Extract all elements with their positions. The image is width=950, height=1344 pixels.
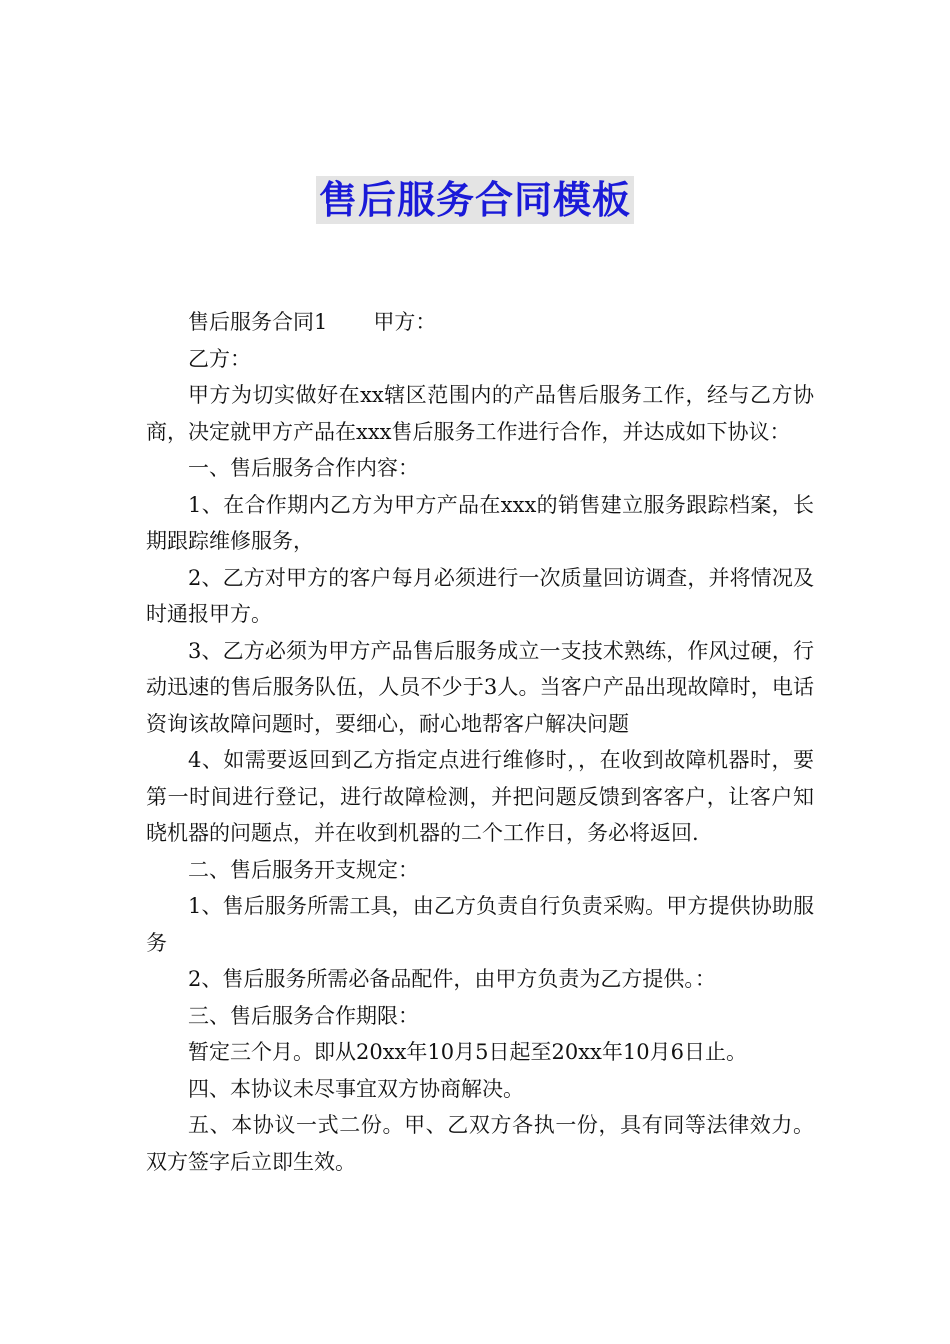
document-body	[146, 304, 814, 1180]
paragraph: 一、售后服务合作内容：	[188, 456, 419, 480]
paragraph: 暂定三个月。即从20xx年10月5日起至20xx年10月6日止。	[188, 1040, 747, 1064]
paragraph: 乙方：	[188, 346, 251, 371]
document-title: 售后服务合同模板	[316, 176, 634, 224]
contract-number: 售后服务合同1	[188, 310, 328, 334]
paragraph: 四、本协议未尽事宜双方协商解决。	[188, 1076, 524, 1101]
paragraph: 3、乙方必须为甲方产品售后服务成立一支技术熟练，作风过硬，行动迅速的售后服务队伍，人员不少于3人。当客户产品出现故障时，电话资询该故障问题时，要细心，耐心地帮客户解决问题	[146, 638, 814, 736]
paragraph: 甲方为切实做好在xx辖区范围内的产品售后服务工作，经与乙方协商，决定就甲方产品在xxx售后服务工作进行合作，并达成如下协议：	[146, 383, 814, 444]
paragraph: 五、本协议一式二份。甲、乙双方各执一份，具有同等法律效力。双方签字后立即生效。	[146, 1113, 814, 1174]
paragraph: 1、在合作期内乙方为甲方产品在xxx的销售建立服务跟踪档案，长期跟踪维修服务，	[146, 492, 814, 553]
paragraph: 4、如需要返回到乙方指定点进行维修时，，在收到故障机器时，要第一时间进行登记，进行故障检测，并把问题反馈到客客户，让客户知晓机器的问题点，并在收到机器的二个工作日，务必将返回.	[146, 748, 814, 845]
party-a-label: 甲方：	[373, 310, 437, 334]
paragraph: 2、乙方对甲方的客户每月必须进行一次质量回访调查，并将情况及时通报甲方。	[146, 565, 814, 626]
paragraph: 2、售后服务所需必备品配件，由甲方负责为乙方提供。：	[188, 967, 716, 991]
contract-header-line	[146, 304, 814, 341]
paragraph: 三、售后服务合作期限：	[188, 1003, 419, 1028]
paragraph: 二、售后服务开支规定：	[188, 857, 419, 882]
title-block	[0, 176, 950, 224]
paragraph: 1、售后服务所需工具，由乙方负责自行负责采购。甲方提供协助服务	[146, 894, 814, 955]
